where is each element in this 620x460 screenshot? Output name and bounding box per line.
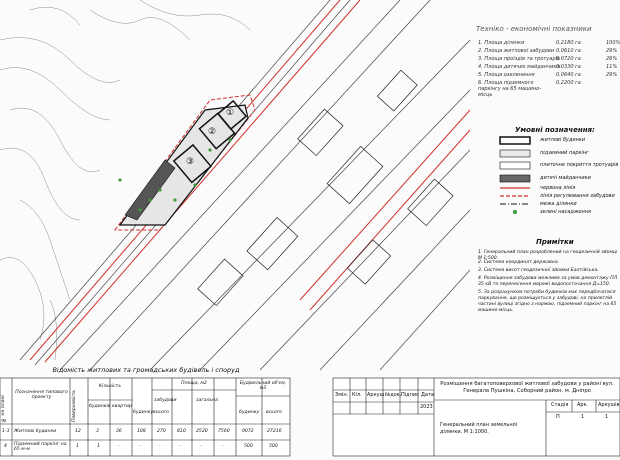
- tech-value: 0.2200 га: [556, 80, 581, 86]
- table-cell: 500: [269, 444, 278, 449]
- drawing-title: Генеральний план земельної ділянки. М 1:1000.: [440, 422, 518, 435]
- tech-label: 1. Площа ділянки: [478, 40, 525, 46]
- legend-item: підземний паркінг: [540, 150, 589, 156]
- table-cell: 1: [97, 444, 100, 449]
- table-row: 4: [4, 444, 7, 449]
- building-label-1: ①: [226, 108, 235, 118]
- tb-date: 2023: [420, 404, 433, 410]
- legend-title: Умовні позначення:: [515, 126, 595, 134]
- tech-row: [478, 40, 618, 46]
- tb-stage-header: Стадія: [551, 402, 569, 408]
- th-sub-c2: всього: [153, 410, 169, 415]
- th-sub-a1: забудови: [154, 398, 177, 403]
- project-title: Розміщення багатоповерхової житлової забудови у районі вул. Генерала Пушкіна, Соборний район, м. Дніпро: [440, 381, 614, 394]
- red-lines: [30, 0, 470, 362]
- tech-label: 5. Площа озеленення: [478, 72, 535, 78]
- tech-pct: 100%: [606, 40, 620, 46]
- table-cell: -: [200, 444, 202, 449]
- tech-pct: 26%: [606, 56, 618, 62]
- note-item: 5. За розрахунком потреби будинків має передбачатися паркування, що розміщується у забудові, на прилеглій частині вулиці згідно з нормою, підземний паркінг на 65 машино-місць.: [478, 290, 617, 313]
- tech-row: [478, 72, 618, 78]
- tb-sheets-header: Аркушів: [598, 402, 620, 408]
- tb-sheet-header: Арк.: [577, 402, 589, 408]
- tb-sheets: 1: [605, 414, 609, 420]
- tech-value: 0.0330 га: [556, 64, 581, 70]
- tech-value: 0.0720 га: [556, 56, 581, 62]
- tb-col: Підпис: [401, 392, 419, 398]
- th-floors: Поверховість: [72, 389, 77, 422]
- table-row: 1-3: [2, 429, 10, 434]
- tech-title: Техніко - економічні показники: [476, 25, 592, 33]
- tb-stage: П: [556, 414, 560, 420]
- tb-col: №док.: [385, 392, 402, 398]
- legend-item: лінія регулювання забудови: [540, 193, 615, 199]
- th-volume: Будівельний об'єм, м3: [239, 381, 287, 391]
- th-sub-q1: будинків: [89, 404, 111, 409]
- th-sub-v1: будинку: [239, 410, 260, 415]
- th-quantity: Кількість: [98, 384, 122, 389]
- project-site: [118, 101, 248, 225]
- tb-col: Дата: [421, 392, 434, 398]
- table-cell: 27216: [267, 429, 282, 434]
- table-cell: 500: [244, 444, 253, 449]
- tech-pct: 11%: [606, 64, 618, 70]
- tb-col: Аркуш: [367, 392, 385, 398]
- table-cell: 108: [137, 429, 146, 434]
- tech-row: [478, 64, 618, 70]
- note-item: 1. Генеральний план розроблений на геодезичній зйомці М 1:500.: [478, 250, 618, 261]
- tech-row: [478, 80, 554, 98]
- note-item: 3. Система висот геодезичної зйомки Балтійська.: [478, 268, 599, 273]
- table-cell: Підземний паркінг на 65 м-м: [14, 442, 67, 452]
- tech-row: [478, 48, 618, 54]
- notes-title: Примітки: [536, 238, 574, 246]
- table-cell: 36: [116, 429, 122, 434]
- legend-item: житлові будинки: [540, 137, 586, 143]
- legend-item: межа ділянки: [540, 201, 577, 207]
- th-sub-a2: загальна: [196, 398, 218, 403]
- table-cell: 12: [75, 429, 81, 434]
- table-cell: Житлові будинки: [14, 429, 57, 434]
- note-item: 4. Розміщення забудови можливе за умов демонтажу ПЛ 35 кВ та перенесення мережі водопостачання Д=150.: [478, 276, 618, 287]
- table-cell: 270: [157, 429, 166, 434]
- th-sub-v2: всього: [266, 410, 282, 415]
- tech-value-6: [556, 80, 616, 86]
- th-number: № на плані: [1, 395, 6, 422]
- table-cell: 2520: [196, 429, 208, 434]
- th-area: Площа, м2: [181, 381, 207, 386]
- legend-item: плиточне покриття тротуарів: [540, 162, 619, 168]
- th-sub-c1: будинку: [133, 410, 154, 415]
- tb-col: Змін.: [335, 392, 349, 398]
- note-item: 2. Система координат державна.: [478, 260, 560, 265]
- table-cell: 1: [76, 444, 79, 449]
- table-cell: 810: [177, 429, 186, 434]
- legend-item: дитячі майданчики: [540, 175, 591, 181]
- th-sub-q2: квартир: [112, 404, 132, 409]
- table-cell: -: [159, 444, 161, 449]
- tech-value: 0.2180 га: [556, 40, 581, 46]
- table-cell: 7560: [218, 429, 230, 434]
- tech-label: 2. Площа житлової забудови: [478, 48, 555, 54]
- table-cell: -: [222, 444, 224, 449]
- legend-item: червона лінія: [540, 185, 576, 191]
- table-cell: 9072: [242, 429, 254, 434]
- tech-pct: 29%: [606, 72, 618, 78]
- th-name: Позначення типового проекту: [15, 390, 68, 400]
- table-cell: -: [139, 444, 141, 449]
- tech-pct: 29%: [606, 48, 618, 54]
- tech-label: 6. Площа підземного паркінгу на 65 машино-місць: [478, 80, 542, 98]
- tech-label: 3. Площа проїздів та тротуарів: [478, 56, 560, 62]
- table-title: Відомість житлових та громадських будівель і споруд: [52, 366, 240, 374]
- tech-value: 0.0610 га: [556, 48, 581, 54]
- tech-value: 0.0640 га: [556, 72, 581, 78]
- table-cell: -: [118, 444, 120, 449]
- tb-col: Кіл.: [352, 392, 362, 398]
- table-cell: 3: [96, 429, 99, 434]
- building-label-3: ③: [186, 157, 195, 167]
- tb-sheet: 1: [581, 414, 585, 420]
- building-label-2: ②: [208, 127, 217, 137]
- tech-row: [478, 56, 618, 62]
- tech-label: 4. Площа дитячих майданчиків: [478, 64, 561, 70]
- table-cell: -: [179, 444, 181, 449]
- legend-item: зелені насадження: [540, 209, 591, 215]
